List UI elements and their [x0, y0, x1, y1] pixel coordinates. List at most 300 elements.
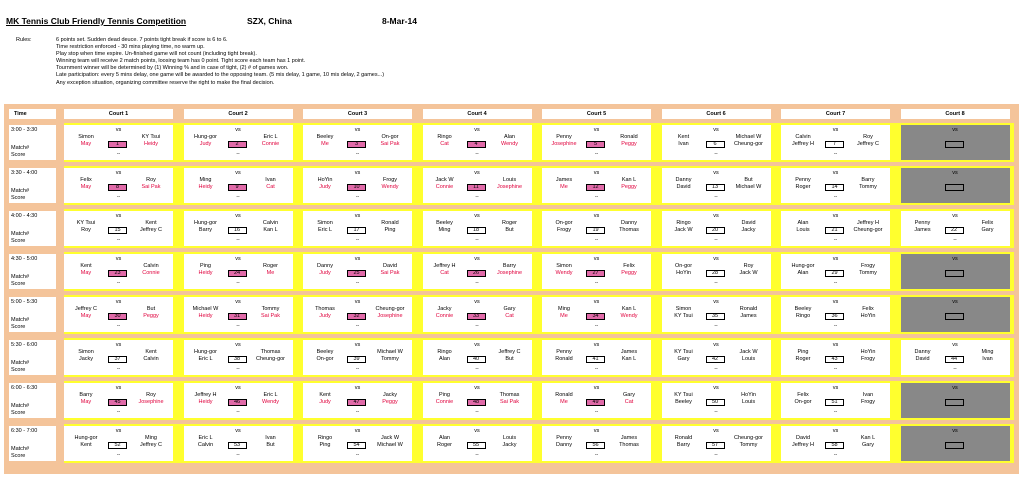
player-name: Jeffrey H: [433, 263, 456, 269]
player-name: James: [620, 435, 638, 441]
team-left: [664, 263, 704, 276]
team-right: [251, 306, 291, 319]
vs-label: vs: [235, 213, 241, 219]
time-slot-row: [4, 250, 1019, 293]
player-name: Danny: [914, 349, 931, 355]
match-number-box: 18: [467, 227, 486, 234]
match-cell: [423, 254, 532, 289]
player-name: Roger: [795, 183, 811, 190]
match-cell: [662, 168, 771, 203]
vs-label: vs: [713, 342, 719, 348]
team-right: [490, 220, 530, 233]
team-right: [370, 435, 410, 448]
player-name: David: [676, 183, 691, 190]
player-name: KY Tsui: [141, 134, 161, 140]
match-number-box: [945, 184, 964, 191]
player-name: Felix: [797, 392, 809, 398]
score-placeholder: --: [594, 409, 599, 415]
vs-label: vs: [952, 385, 958, 391]
player-name: Peggy: [621, 269, 637, 276]
player-name: Ivan: [265, 177, 276, 183]
team-right: [370, 349, 410, 362]
match-cell: [423, 340, 532, 375]
team-left: [783, 220, 823, 233]
player-name: Judy: [319, 398, 331, 405]
vs-label: vs: [235, 299, 241, 305]
player-name: Josephine: [551, 140, 577, 147]
match-cell: [662, 211, 771, 246]
match-cell: [662, 297, 771, 332]
team-left: [783, 134, 823, 147]
player-name: Michael W: [377, 349, 403, 355]
player-name: Peggy: [621, 183, 637, 190]
match-number-box: 44: [945, 356, 964, 363]
team-left: [664, 177, 704, 190]
player-name: May: [80, 183, 92, 190]
score-placeholder: --: [714, 151, 718, 157]
team-left: [425, 263, 465, 276]
player-name: Michael W: [735, 183, 762, 190]
match-number-box: 1: [108, 141, 127, 148]
match-number-box: 13: [706, 184, 725, 191]
match-number-box: 50: [706, 399, 725, 406]
time-slot-label: 5:00 - 5:30: [11, 299, 38, 305]
player-name: Sai Pak: [141, 183, 161, 190]
vs-label: vs: [354, 428, 361, 434]
player-name: Roger: [263, 263, 278, 269]
player-name: KY Tsui: [76, 220, 96, 226]
time-slot-row: [4, 164, 1019, 207]
score-placeholder: --: [833, 366, 838, 372]
player-name: Sai Pak: [380, 269, 400, 276]
team-right: [848, 220, 888, 233]
score-placeholder: --: [355, 151, 360, 157]
player-name: Me: [266, 269, 275, 276]
match-cell: [64, 125, 173, 160]
match-cell: [184, 383, 293, 418]
match-number-box: 47: [347, 399, 366, 406]
match-number-box: 34: [586, 313, 605, 320]
team-left: [66, 306, 106, 319]
score-placeholder: --: [475, 409, 479, 415]
player-name: Cat: [624, 398, 634, 405]
team-left: [903, 349, 943, 362]
player-name: Penny: [556, 134, 572, 140]
player-name: But: [744, 177, 753, 183]
player-name: Kan L: [860, 435, 876, 441]
player-name: Cat: [440, 269, 449, 276]
player-name: Ping: [319, 441, 331, 448]
match-cell: [423, 168, 532, 203]
match-cell: [542, 254, 651, 289]
team-left: [544, 349, 584, 362]
team-left: [544, 177, 584, 190]
player-name: Wendy: [381, 183, 399, 190]
player-name: Calvin: [197, 441, 214, 448]
score-placeholder: --: [833, 280, 838, 286]
player-name: On-gor: [381, 134, 399, 140]
vs-label: vs: [235, 385, 241, 391]
rules-label: Rules:: [16, 37, 32, 43]
score-placeholder: --: [236, 409, 240, 415]
team-left: [783, 392, 823, 405]
match-number-box: 24: [228, 270, 247, 277]
match-number-box: 29: [825, 270, 844, 277]
match-cell: [184, 211, 293, 246]
team-left: [544, 220, 584, 233]
match-cell: [542, 297, 651, 332]
player-name: Ping: [438, 392, 450, 398]
match-cell: [781, 211, 890, 246]
team-left: [305, 306, 345, 319]
vs-label: vs: [832, 170, 839, 176]
player-name: Roy: [146, 177, 156, 183]
player-name: Peggy: [382, 398, 398, 405]
match-cell: [64, 340, 173, 375]
player-name: Felix: [981, 220, 994, 226]
match-cell: [662, 383, 771, 418]
player-name: Gary: [677, 355, 690, 362]
score-placeholder: --: [714, 409, 718, 415]
score-placeholder: --: [594, 237, 599, 243]
time-column-header: Time: [9, 109, 56, 119]
team-left: [783, 263, 823, 276]
match-cell: [781, 297, 890, 332]
vs-label: vs: [713, 170, 719, 176]
match-number-box: 43: [825, 356, 844, 363]
player-name: Michael W: [377, 441, 403, 448]
team-right: [131, 134, 171, 147]
player-name: Kan L: [263, 226, 278, 233]
score-placeholder: --: [594, 452, 599, 458]
vs-label: vs: [474, 299, 480, 305]
player-name: Josephine: [496, 183, 523, 190]
vs-label: vs: [952, 342, 958, 348]
team-right: [609, 306, 649, 319]
score-placeholder: --: [116, 366, 121, 372]
player-name: Connie: [435, 312, 454, 319]
match-number-box: 42: [706, 356, 725, 363]
match-number-box: 56: [586, 442, 605, 449]
player-name: Josephine: [138, 398, 164, 405]
score-placeholder: --: [355, 366, 360, 372]
match-number-box: 53: [228, 442, 247, 449]
vs-label: vs: [474, 213, 480, 219]
player-name: Ronald: [674, 435, 693, 441]
team-right: [848, 349, 888, 362]
time-slot-row: [4, 121, 1019, 164]
match-number-box: 33: [467, 313, 486, 320]
team-right: [131, 435, 171, 448]
player-name: Beeley: [316, 134, 334, 140]
time-slot-label: 3:30 - 4:00: [11, 170, 38, 176]
team-left: [305, 220, 345, 233]
player-name: Danny: [556, 441, 572, 448]
team-left: [783, 306, 823, 319]
court-header-4: Court 4: [423, 109, 532, 119]
team-left: [305, 177, 345, 190]
player-name: Thomas: [499, 392, 520, 398]
match-cell: [901, 340, 1010, 375]
score-label: Score: [11, 238, 26, 244]
team-right: [968, 220, 1008, 233]
match-number-box: 8: [108, 184, 127, 191]
player-name: Ivan: [678, 140, 689, 147]
player-name: Roger: [795, 355, 811, 362]
player-name: Roy: [863, 134, 873, 140]
player-name: Tommy: [859, 183, 877, 190]
team-right: [729, 263, 769, 276]
player-name: Roy: [743, 263, 754, 269]
empty-court-cell: [901, 168, 1010, 203]
match-number-box: [945, 313, 964, 320]
player-name: Ringo: [795, 312, 811, 319]
score-placeholder: --: [355, 237, 360, 243]
player-name: Ming: [438, 226, 451, 233]
player-name: Judy: [319, 312, 331, 319]
player-name: Cat: [440, 140, 449, 147]
match-number-box: 4: [467, 141, 486, 148]
time-cell: [9, 426, 56, 461]
player-name: Roy: [81, 226, 91, 233]
player-name: Felix: [80, 177, 92, 183]
vs-label: vs: [115, 213, 122, 219]
score-placeholder: --: [714, 366, 718, 372]
score-placeholder: --: [714, 194, 718, 200]
vs-label: vs: [832, 127, 839, 133]
score-placeholder: --: [355, 280, 360, 286]
player-name: Frogy: [382, 177, 398, 183]
player-name: Cheung-gor: [733, 435, 764, 441]
score-label: Score: [11, 195, 26, 201]
team-right: [729, 349, 769, 362]
player-name: Jeffrey C: [75, 306, 97, 312]
team-right: [729, 177, 769, 190]
player-name: Gary: [862, 441, 874, 448]
team-right: [251, 177, 291, 190]
team-right: [370, 306, 410, 319]
vs-label: vs: [354, 256, 361, 262]
player-name: Frogy: [556, 226, 572, 233]
time-cell: [9, 254, 56, 289]
score-label: Score: [11, 453, 26, 459]
match-cell: [303, 168, 412, 203]
team-left: [783, 177, 823, 190]
team-right: [131, 177, 171, 190]
player-name: Hung-gor: [194, 134, 217, 140]
match-number-box: 36: [825, 313, 844, 320]
score-placeholder: --: [953, 237, 957, 243]
match-number-box: 57: [706, 442, 725, 449]
match-number-box: 45: [108, 399, 127, 406]
match-cell: [184, 125, 293, 160]
player-name: Judy: [319, 269, 331, 276]
match-number-box: 2: [228, 141, 247, 148]
vs-label: vs: [354, 385, 361, 391]
score-placeholder: --: [116, 452, 121, 458]
team-right: [609, 435, 649, 448]
team-left: [783, 349, 823, 362]
match-cell: [303, 297, 412, 332]
score-placeholder: --: [475, 194, 479, 200]
score-placeholder: --: [475, 280, 479, 286]
match-number-box: [945, 399, 964, 406]
score-label: Score: [11, 281, 26, 287]
score-placeholder: --: [355, 323, 360, 329]
vs-label: vs: [952, 170, 958, 176]
match-cell: [184, 340, 293, 375]
match-cell: [303, 211, 412, 246]
player-name: Kan L: [621, 306, 637, 312]
player-name: Cheung-gor: [375, 306, 405, 312]
player-name: Eric L: [263, 392, 278, 398]
team-right: [490, 263, 530, 276]
player-name: Simon: [317, 220, 333, 226]
team-left: [425, 220, 465, 233]
score-placeholder: --: [714, 237, 718, 243]
vs-label: vs: [354, 170, 361, 176]
player-name: Michael W: [735, 134, 762, 140]
match-number-box: 26: [467, 270, 486, 277]
player-name: Alan: [797, 220, 809, 226]
player-name: Kent: [80, 263, 92, 269]
player-name: Louis: [741, 398, 756, 405]
team-right: [848, 435, 888, 448]
match-number-box: 35: [706, 313, 725, 320]
player-name: Roy: [146, 392, 156, 398]
match-cell: [303, 254, 412, 289]
player-name: Me: [560, 398, 568, 405]
match-cell: [423, 211, 532, 246]
match-cell: [184, 297, 293, 332]
player-name: But: [505, 226, 514, 233]
team-left: [664, 220, 704, 233]
rule-line: Time restriction enforced - 30 mins playing time, no warm up.: [56, 44, 205, 51]
team-left: [66, 134, 106, 147]
match-number-label: Match#: [11, 317, 30, 323]
player-name: Kent: [319, 392, 331, 398]
time-slot-row: [4, 336, 1019, 379]
vs-label: vs: [952, 428, 958, 434]
team-right: [370, 392, 410, 405]
time-slot-label: 3:00 - 3:30: [11, 127, 38, 133]
player-name: Penny: [795, 177, 811, 183]
player-name: Jack W: [739, 269, 758, 276]
player-name: Ping: [384, 226, 396, 233]
team-left: [664, 435, 704, 448]
team-left: [186, 349, 226, 362]
score-placeholder: --: [355, 409, 360, 415]
player-name: Kent: [80, 441, 92, 448]
score-placeholder: --: [953, 366, 957, 372]
match-number-label: Match#: [11, 231, 30, 237]
empty-court-cell: [901, 426, 1010, 461]
match-cell: [303, 426, 412, 461]
team-left: [544, 306, 584, 319]
match-number-box: 17: [347, 227, 366, 234]
team-left: [186, 392, 226, 405]
location-label: SZX, China: [247, 16, 292, 26]
team-right: [848, 134, 888, 147]
rule-line: Winning team will receive 2 match points, loosing team has 0 point. Tight score each team has 1 point.: [56, 58, 306, 65]
rule-line: Any exception situation, organizing committee reserve the right to make the final decision.: [56, 79, 275, 86]
team-right: [251, 134, 291, 147]
score-placeholder: --: [833, 409, 838, 415]
player-name: Sai Pak: [380, 140, 400, 147]
match-number-box: 25: [347, 270, 366, 277]
match-number-box: 58: [825, 442, 844, 449]
match-number-label: Match#: [11, 274, 30, 280]
vs-label: vs: [952, 127, 958, 133]
team-right: [609, 177, 649, 190]
player-name: KY Tsui: [674, 312, 693, 319]
match-number-label: Match#: [11, 403, 30, 409]
vs-label: vs: [354, 342, 361, 348]
player-name: Me: [560, 312, 568, 319]
match-number-box: 12: [586, 184, 605, 191]
player-name: Barry: [79, 392, 93, 398]
team-left: [305, 392, 345, 405]
player-name: Beeley: [316, 349, 334, 355]
vs-label: vs: [593, 299, 600, 305]
player-name: David: [795, 435, 811, 441]
time-slot-row: [4, 293, 1019, 336]
match-number-box: 6: [706, 141, 725, 148]
player-name: Gary: [981, 226, 994, 233]
vs-label: vs: [593, 385, 600, 391]
player-name: Jeffrey C: [857, 140, 879, 147]
player-name: Cheung-gor: [733, 140, 764, 147]
match-cell: [303, 340, 412, 375]
team-right: [729, 220, 769, 233]
player-name: HoYin: [741, 392, 756, 398]
player-name: Ringo: [676, 220, 691, 226]
time-slot-label: 6:00 - 6:30: [11, 385, 38, 391]
match-number-box: 46: [228, 399, 247, 406]
vs-label: vs: [952, 213, 958, 219]
player-name: Kan L: [621, 355, 637, 362]
vs-label: vs: [474, 428, 480, 434]
player-name: Thomas: [260, 349, 281, 355]
player-name: Alan: [438, 435, 450, 441]
score-placeholder: --: [594, 194, 599, 200]
vs-label: vs: [354, 127, 361, 133]
player-name: Tommy: [859, 269, 877, 276]
team-right: [848, 306, 888, 319]
team-right: [609, 349, 649, 362]
match-number-box: 40: [467, 356, 486, 363]
time-slot-row: [4, 379, 1019, 422]
vs-label: vs: [474, 256, 480, 262]
team-left: [186, 177, 226, 190]
vs-label: vs: [832, 385, 839, 391]
player-name: Barry: [198, 226, 213, 233]
team-right: [848, 177, 888, 190]
player-name: On-gor: [794, 398, 812, 405]
match-cell: [781, 426, 890, 461]
vs-label: vs: [354, 213, 361, 219]
vs-label: vs: [474, 127, 480, 133]
player-name: James: [620, 349, 638, 355]
player-name: Sai Pak: [261, 312, 280, 319]
team-right: [729, 435, 769, 448]
vs-label: vs: [832, 256, 839, 262]
player-name: David: [382, 263, 398, 269]
player-name: Cat: [266, 183, 275, 190]
vs-label: vs: [235, 342, 241, 348]
player-name: Me: [560, 183, 568, 190]
team-left: [66, 392, 106, 405]
